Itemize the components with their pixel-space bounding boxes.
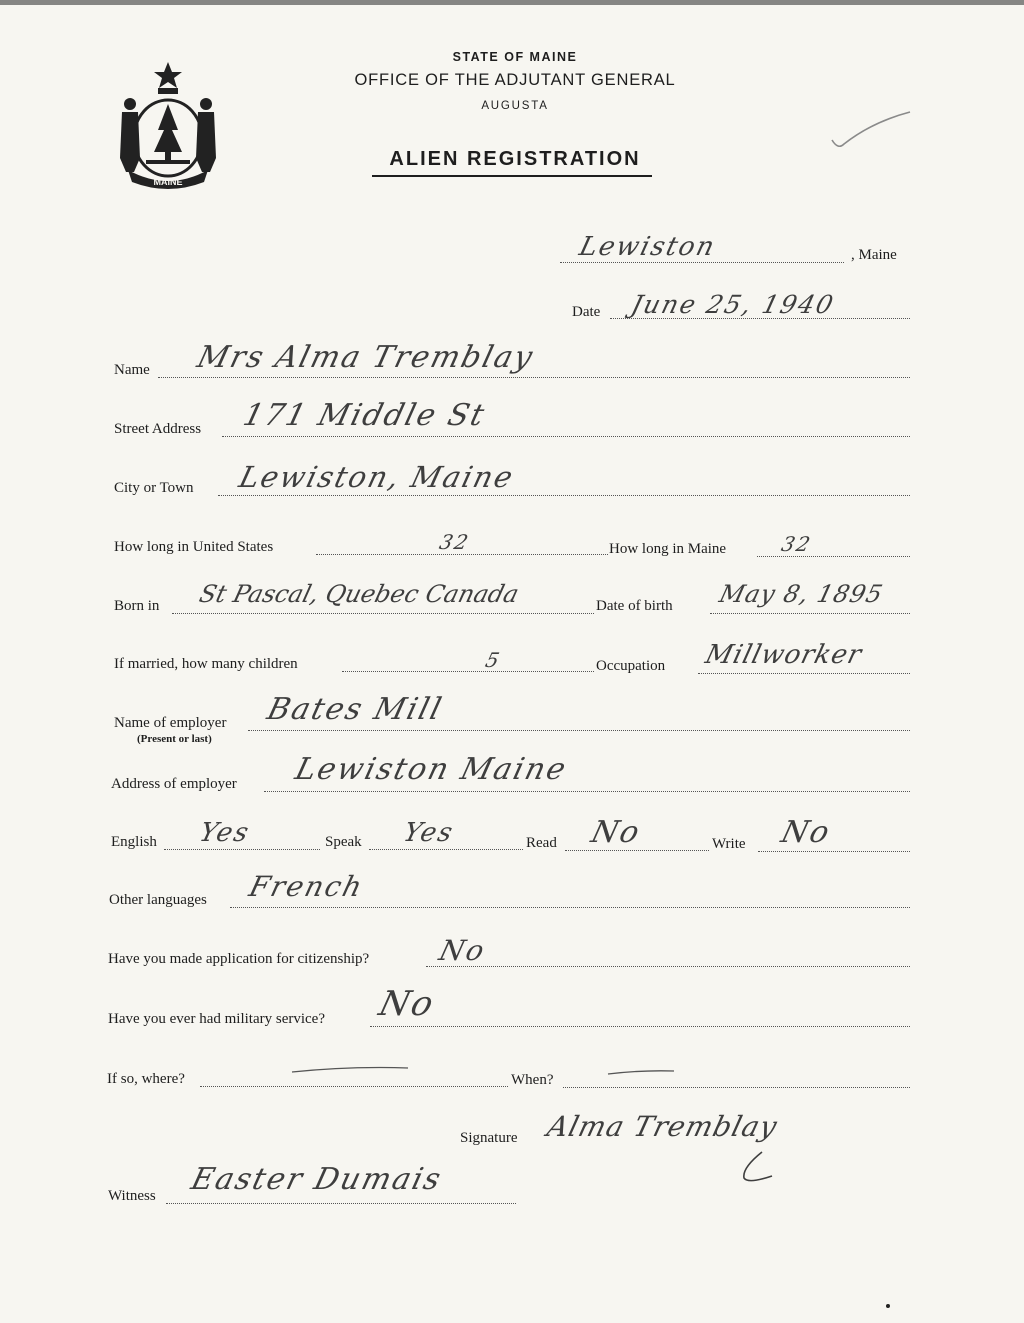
city-value: Lewiston, Maine <box>235 460 518 494</box>
seal-banner-label: MAINE <box>153 177 183 187</box>
citizenship-line <box>426 965 910 967</box>
write-line <box>758 850 910 852</box>
state-seal-icon <box>112 60 224 190</box>
employer-address-value: Lewiston Maine <box>291 752 571 787</box>
english-label: English <box>111 834 157 850</box>
english-line <box>164 848 320 850</box>
children-value: 5 <box>483 648 504 672</box>
speak-value: Yes <box>400 818 458 848</box>
employer-label: Name of employer <box>114 715 227 731</box>
how-long-us-label: How long in United States <box>114 539 274 555</box>
read-value: No <box>587 815 645 850</box>
military-label: Have you ever had military service? <box>108 1011 325 1027</box>
witness-line <box>166 1202 516 1204</box>
born-in-label: Born in <box>114 598 160 614</box>
date-label: Date <box>572 304 601 320</box>
city-label: City or Town <box>114 480 194 496</box>
name-line <box>158 376 910 378</box>
where-line <box>200 1085 508 1087</box>
occupation-label: Occupation <box>596 658 666 674</box>
employer-value: Bates Mill <box>263 692 447 727</box>
scan-speck <box>886 1304 890 1308</box>
name-value: Mrs Alma Tremblay <box>193 340 538 375</box>
how-long-maine-label: How long in Maine <box>609 541 727 557</box>
signature-flourish <box>728 1150 778 1186</box>
scan-edge <box>0 0 1024 5</box>
place-value: Lewiston <box>576 232 720 262</box>
header-state: STATE OF MAINE <box>452 50 578 64</box>
when-label: When? <box>511 1072 554 1088</box>
speak-line <box>369 848 523 850</box>
city-line <box>218 494 910 496</box>
born-in-line <box>172 612 594 614</box>
citizenship-label: Have you made application for citizenship? <box>108 951 370 967</box>
name-label: Name <box>114 362 150 378</box>
checkmark-icon <box>826 98 916 158</box>
citizenship-value: No <box>435 934 490 967</box>
signature-value: Alma Tremblay <box>543 1110 782 1143</box>
occupation-value: Millworker <box>702 640 866 670</box>
date-of-birth-label: Date of birth <box>596 598 673 614</box>
street-address-label: Street Address <box>114 421 202 437</box>
other-languages-label: Other languages <box>109 892 207 908</box>
how-long-maine-value: 32 <box>779 532 815 556</box>
title-underline <box>372 175 652 177</box>
date-of-birth-line <box>710 612 910 614</box>
read-label: Read <box>526 835 557 851</box>
where-dash <box>290 1064 410 1076</box>
other-languages-value: French <box>245 870 368 903</box>
when-dash <box>606 1068 676 1078</box>
employer-note: (Present or last) <box>137 733 212 745</box>
form-title: ALIEN REGISTRATION <box>389 148 641 170</box>
speak-label: Speak <box>325 834 362 850</box>
date-of-birth-value: May 8, 1895 <box>716 580 887 608</box>
occupation-line <box>698 672 910 674</box>
header-city: AUGUSTA <box>481 100 549 112</box>
military-value: No <box>375 984 440 1024</box>
other-languages-line <box>230 906 910 908</box>
write-value: No <box>777 815 835 850</box>
born-in-value: St Pascal, Quebec Canada <box>196 580 522 608</box>
write-label: Write <box>712 836 746 852</box>
street-address-line <box>222 435 910 437</box>
employer-address-label: Address of employer <box>111 776 237 792</box>
street-address-value: 171 Middle St <box>239 398 490 433</box>
header-office: OFFICE OF THE ADJUTANT GENERAL <box>354 71 676 89</box>
witness-label: Witness <box>108 1188 156 1204</box>
children-line <box>342 670 594 672</box>
how-long-us-value: 32 <box>437 530 473 554</box>
employer-address-line <box>264 790 910 792</box>
children-label: If married, how many children <box>114 656 298 672</box>
employer-line <box>248 729 910 731</box>
where-label: If so, where? <box>107 1071 185 1087</box>
date-value: June 25, 1940 <box>628 290 838 319</box>
when-line <box>563 1086 910 1088</box>
english-value: Yes <box>196 818 254 848</box>
place-suffix: , Maine <box>851 247 897 263</box>
witness-value: Easter Dumais <box>187 1162 446 1197</box>
military-line <box>370 1025 910 1027</box>
signature-label: Signature <box>460 1130 518 1146</box>
